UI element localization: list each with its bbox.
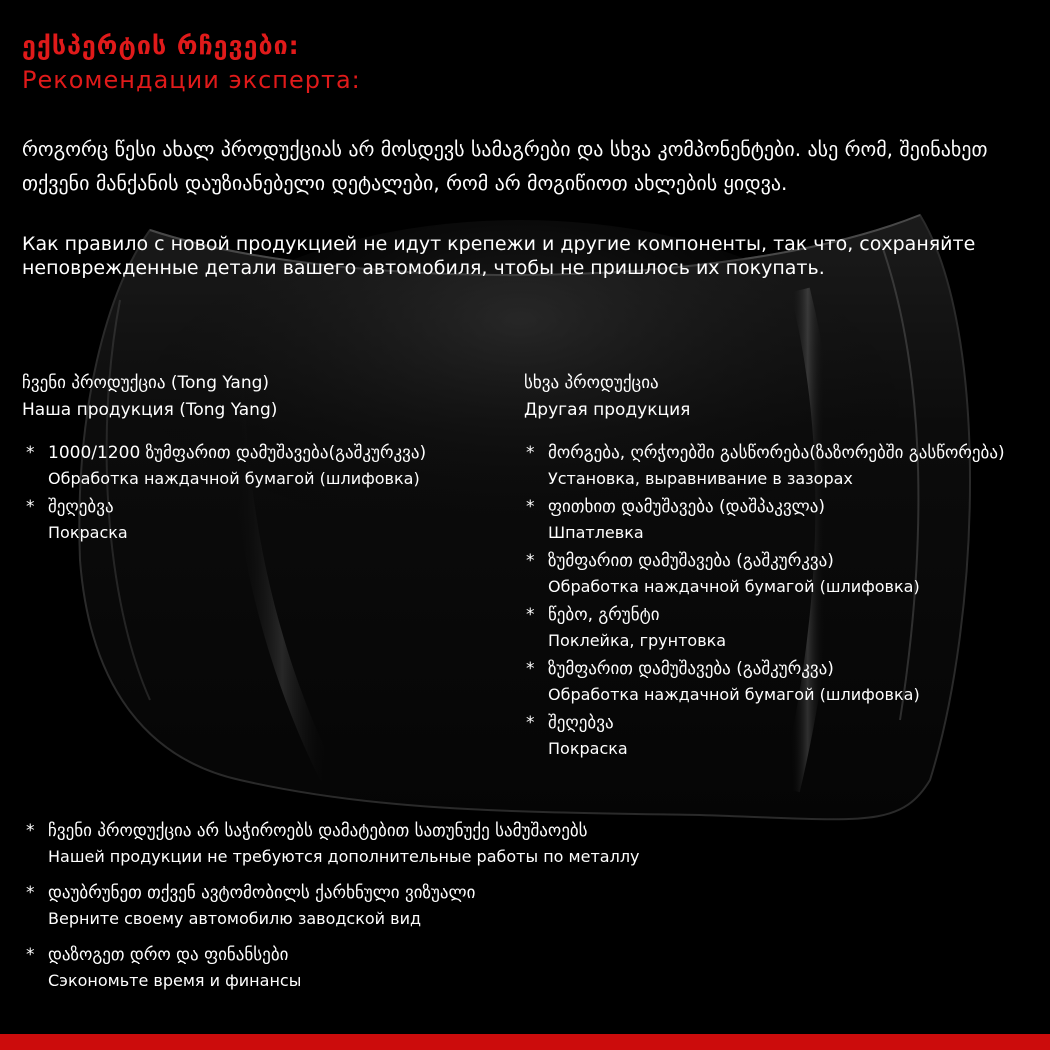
- bullet-star: *: [526, 713, 535, 733]
- bullet-star: *: [526, 605, 535, 625]
- benefit-ka: ჩვენი პროდუქცია არ საჭიროებს დამატებით სათუნუქე სამუშაოებს: [48, 821, 588, 841]
- list-item: [26, 494, 426, 546]
- expert-title-ka: ექსპერტის რჩევები:: [22, 31, 300, 60]
- step-ka: ფითხით დამუშავება (დაშპაკვლა): [548, 497, 826, 517]
- bullet-star: *: [526, 551, 535, 571]
- step-ru: Покраска: [48, 523, 128, 542]
- bullet-star: *: [26, 443, 35, 463]
- benefit-ru: Нашей продукции не требуются дополнительные работы по металлу: [48, 847, 640, 866]
- footer-red-bar: [0, 1034, 1050, 1050]
- step-ka: 1000/1200 ზუმფარით დამუშავება(გაშკურკვა): [48, 443, 427, 463]
- bullet-star: *: [26, 497, 35, 517]
- list-item: [526, 494, 1005, 546]
- step-ru: Шпатлевка: [548, 523, 644, 542]
- list-item: [26, 880, 640, 932]
- step-ka: შეღებვა: [48, 497, 114, 517]
- other-product-steps: [526, 440, 1005, 764]
- intro-text-ka: როგორც წესი ახალ პროდუქციას არ მოსდევს სამაგრები და სხვა კომპონენტები. ასე რომ, შეინახეთ თქვენი მანქანის დაუზიანებელი დეტალები, რომ არ მოგიწიოთ ახლების ყიდვა.: [22, 137, 988, 195]
- step-ka: მორგება, ღრჭოებში გასწორება(ზაზორებში გასწორება): [548, 443, 1005, 463]
- step-ru: Установка, выравнивание в зазорах: [548, 469, 853, 488]
- expert-title-ru: Рекомендации эксперта:: [22, 66, 361, 94]
- bullet-star: *: [526, 659, 535, 679]
- list-item: [526, 440, 1005, 492]
- step-ka: ზუმფარით დამუშავება (გაშკურკვა): [548, 659, 834, 679]
- list-item: [26, 942, 640, 994]
- step-ru: Поклейка, грунтовка: [548, 631, 727, 650]
- step-ru: Обработка наждачной бумагой (шлифовка): [548, 577, 920, 596]
- list-item: [526, 656, 1005, 708]
- other-product-heading: [524, 370, 690, 424]
- list-item: [526, 548, 1005, 600]
- list-item: [26, 818, 640, 870]
- our-product-heading: [22, 370, 277, 424]
- benefit-ru: Верните своему автомобилю заводской вид: [48, 909, 422, 928]
- our-product-steps: [26, 440, 426, 548]
- benefits-list: [26, 818, 640, 1004]
- other-product-heading-ka: სხვა პროდუქცია: [524, 373, 659, 393]
- other-product-heading-ru: Другая продукция: [524, 400, 691, 420]
- bullet-star: *: [26, 945, 35, 965]
- step-ru: Покраска: [548, 739, 628, 758]
- intro-text-ru: Как правило с новой продукцией не идут крепежи и другие компоненты, так что, сохраняйте неповрежденные детали вашего автомобиля, чтобы не пришлось их покупать.: [22, 233, 976, 279]
- bullet-star: *: [526, 497, 535, 517]
- step-ka: წებო, გრუნტი: [548, 605, 660, 625]
- step-ka: შეღებვა: [548, 713, 614, 733]
- step-ru: Обработка наждачной бумагой (шлифовка): [548, 685, 920, 704]
- list-item: [26, 440, 426, 492]
- benefit-ka: დაზოგეთ დრო და ფინანსები: [48, 945, 289, 965]
- list-item: [526, 710, 1005, 762]
- list-item: [526, 602, 1005, 654]
- benefit-ka: დაუბრუნეთ თქვენ ავტომობილს ქარხნული ვიზუალი: [48, 883, 476, 903]
- benefit-ru: Сэкономьте время и финансы: [48, 971, 302, 990]
- our-product-heading-ka: ჩვენი პროდუქცია (Tong Yang): [22, 373, 270, 393]
- bullet-star: *: [26, 821, 35, 841]
- bullet-star: *: [526, 443, 535, 463]
- our-product-heading-ru: Наша продукция (Tong Yang): [22, 400, 278, 420]
- step-ka: ზუმფარით დამუშავება (გაშკურკვა): [548, 551, 834, 571]
- step-ru: Обработка наждачной бумагой (шлифовка): [48, 469, 420, 488]
- bullet-star: *: [26, 883, 35, 903]
